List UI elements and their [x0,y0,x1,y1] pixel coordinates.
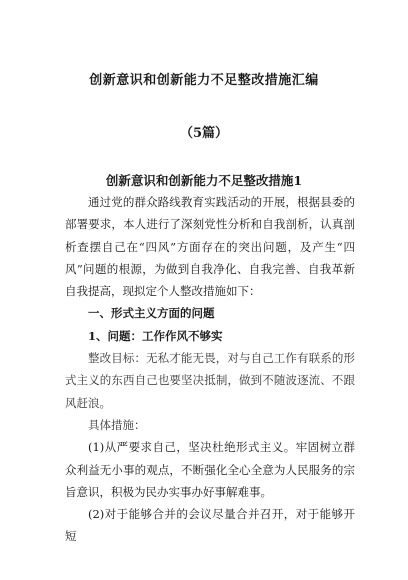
measures-label: 具体措施： [88,417,146,432]
measure-1-paragraph: (1)从严要求自己，坚决杜绝形式主义。牢固树立群众利益无小事的观点，不断强化全心全意为人民服务的宗旨意识，积极为民办实事办好事解难事。 [65,440,355,499]
intro-paragraph: 通过党的群众路线教育实践活动的开展，根据县委的部署要求，本人进行了深刻党性分析和自我剖析，认真剖析查摆自己在“四风”方面存在的突出问题，及产生“四风”问题的根源，为做到自我净化、自我完善、自我革新自我提高，现拟定个人整改措施如下： [65,195,355,299]
section-title: 创新意识和创新能力不足整改措施1 [105,173,303,188]
measure-2-paragraph: (2)对于能够合并的会议尽量合并召开，对于能够开短 [65,507,355,544]
document-body [65,191,355,548]
heading-problem-1: 1、问题：工作作风不够实 [88,328,223,343]
document-subtitle: （5篇） [179,126,229,141]
heading-formalism: 一、形式主义方面的问题 [88,306,215,321]
goal-paragraph: 整改目标：无私才能无畏，对与自己工作有联系的形式主义的东西自己也要坚决抵制，做到不随波逐流、不跟风赶浪。 [65,351,355,410]
document-title: 创新意识和创新能力不足整改措施汇编 [89,73,319,88]
